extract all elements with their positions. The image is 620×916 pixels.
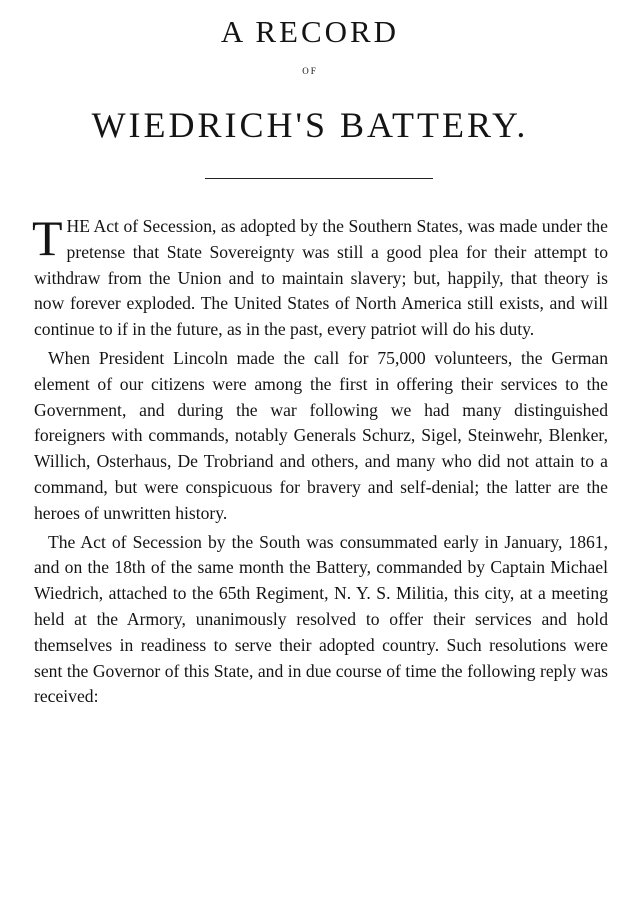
body-text	[32, 210, 608, 713]
paragraph-3: The Act of Secession by the South was consummated early in January, 1861, and on the 18th of the same month the Battery, commanded by Captain Michael Wiedrich, attached to the 65th Regiment, N. Y. S. Militia, this city, at a meeting held at the Armory, unanimously resolved to offer their services and hold themselves in readiness to serve their adopted country. Such resolutions were sent the Governor of this State, and in due course of time the following reply was received:	[34, 531, 608, 707]
paragraph-1	[32, 210, 608, 343]
title-divider	[205, 178, 433, 179]
drop-cap: T	[32, 210, 63, 266]
title-line-1: A RECORD	[220, 14, 400, 49]
paragraph-1-text: HE Act of Secession, as adopted by the Southern States, was made under the pretense that State Sovereignty was still a good plea for their attempt to withdraw from the Union and to maintain slavery; but, happily, that theory is now forever exploded. The United States of North America still exists, and will continue to if in the future, as in the past, every patriot will do his duty.	[34, 216, 608, 340]
title-line-2: WIEDRICH'S BATTERY.	[91, 105, 529, 145]
paragraph-2: When President Lincoln made the call for 75,000 volunteers, the German element of our citizens were among the first in offering their services to the Government, and during the war following we had many distinguished foreigners with commands, notably Generals Schurz, Sigel, Steinwehr, Blenker, Willich, Osterhaus, De Trobriand and others, and many who did not attain to a command, but were conspicuous for bravery and self-denial; the latter are the heroes of unwritten history.	[34, 347, 608, 523]
title-connector: OF	[302, 66, 318, 76]
